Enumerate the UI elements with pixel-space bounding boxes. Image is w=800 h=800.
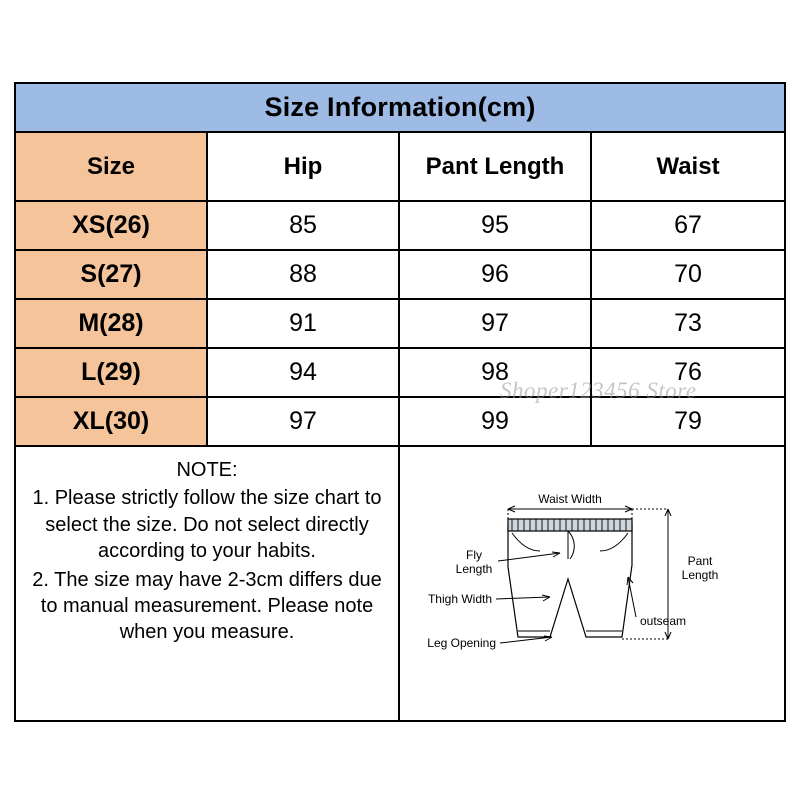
cell-hip: 97 [208, 398, 400, 445]
cell-hip: 85 [208, 202, 400, 249]
table-row [16, 398, 784, 447]
label-fly-length-line1: Fly [466, 548, 482, 562]
cell-pant-length: 97 [400, 300, 592, 347]
watermark: Shoper123456 Store [500, 378, 697, 403]
cell-hip: 88 [208, 251, 400, 298]
cell-waist: 70 [674, 260, 702, 288]
chart-title-row [16, 84, 784, 133]
cell-size: XL(30) [16, 398, 208, 445]
table-row [16, 300, 784, 349]
label-pant-length-line1: Pant [687, 554, 713, 568]
cell-hip: 91 [208, 300, 400, 347]
cell-waist: 67 [674, 211, 702, 239]
cell-waist: 76 [674, 358, 702, 386]
label-thigh-width: Thigh Width [427, 592, 492, 606]
cell-pant-length: 95 [400, 202, 592, 249]
cell-size: S(27) [16, 251, 208, 298]
cell-hip: 94 [208, 349, 400, 396]
label-fly-length-line2: Length [455, 562, 493, 576]
label-pant-length-line2: Length [681, 568, 719, 582]
cell-pant-length: 98 [400, 349, 592, 396]
cell-waist: 79 [674, 407, 702, 435]
table-row [16, 251, 784, 300]
cell-size: XS(26) [16, 202, 208, 249]
cell-size: M(28) [16, 300, 208, 347]
chart-title: Size Information(cm) [264, 92, 536, 122]
header-cell-pant-length: Pant Length [400, 133, 592, 200]
note-cell [16, 447, 400, 720]
note-heading: NOTE: [176, 459, 238, 481]
header-cell-size: Size [16, 133, 208, 200]
size-chart-sheet [14, 82, 786, 722]
cell-size: L(29) [16, 349, 208, 396]
cell-waist: 73 [674, 309, 702, 337]
header-cell-waist: Waist [656, 152, 720, 180]
note-and-diagram-row [16, 447, 784, 720]
measurement-diagram [400, 447, 784, 720]
table-row [16, 349, 784, 398]
label-leg-opening: Leg Opening [427, 636, 496, 650]
table-row [16, 202, 784, 251]
note-line-2: 2. The size may have 2-3cm differs due to manual measurement. Please note when you measure. [32, 568, 382, 644]
note-line-1: 1. Please strictly follow the size chart to select the size. Do not select directly according to your habits. [32, 487, 382, 563]
label-waist-width: Waist Width [538, 492, 602, 506]
label-outseam: outseam [640, 614, 687, 628]
table-header-row [16, 133, 784, 202]
cell-pant-length: 96 [400, 251, 592, 298]
header-cell-hip: Hip [208, 133, 400, 200]
cell-pant-length: 99 [400, 398, 592, 445]
